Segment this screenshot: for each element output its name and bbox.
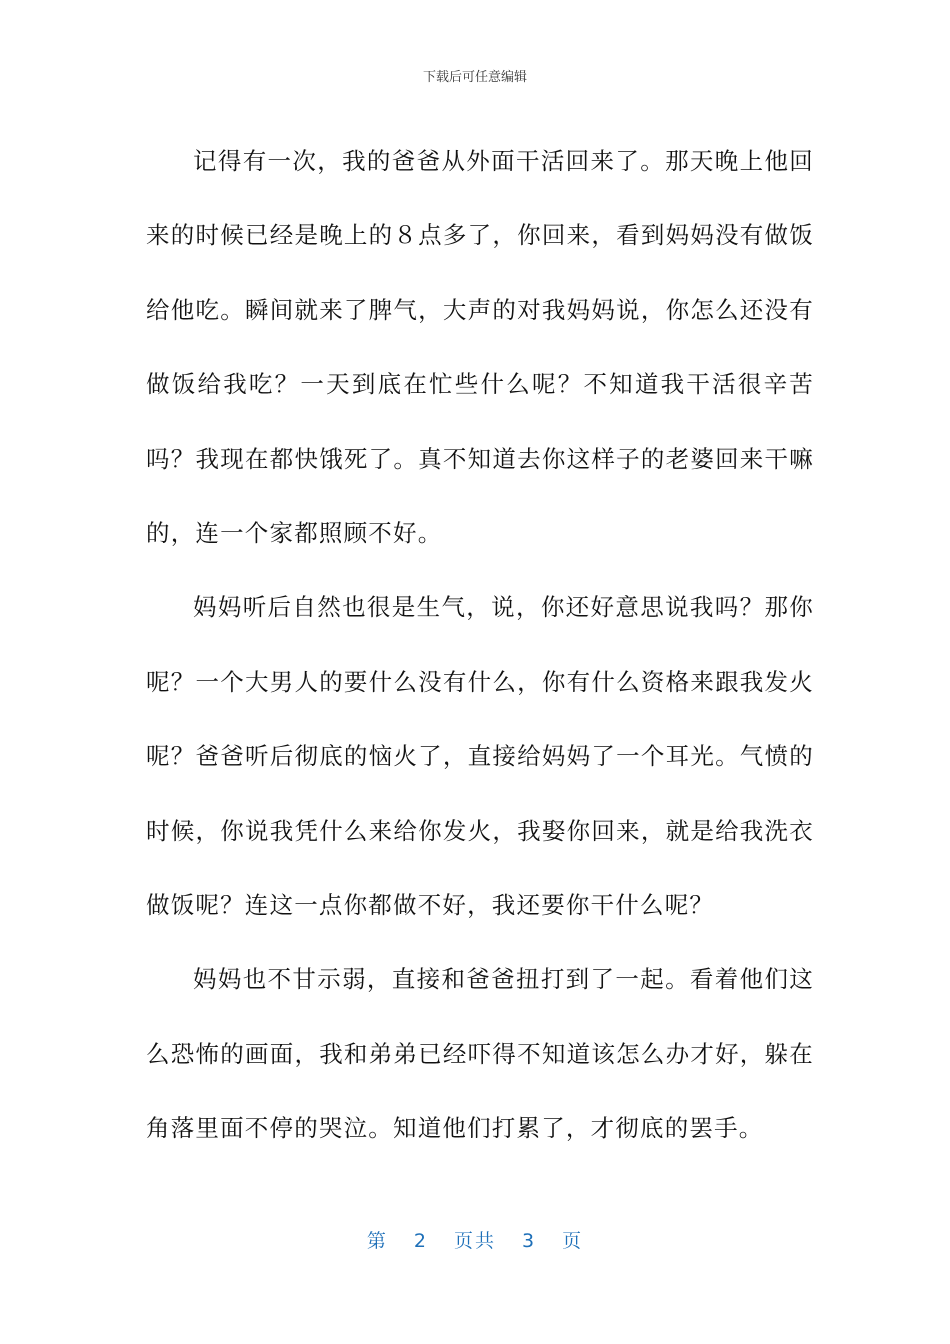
page-header-note: 下载后可任意编辑	[422, 70, 527, 85]
document-body	[146, 124, 814, 1166]
paragraph-3: 妈妈也不甘示弱，直接和爸爸扭打到了一起。看着他们这么恐怖的画面，我和弟弟已经吓得不知道该怎么办才好，躲在角落里面不停的哭泣。知道他们打累了，才彻底的罢手。	[146, 965, 814, 1143]
paragraph-2: 妈妈听后自然也很是生气，说，你还好意思说我吗？那你呢？一个大男人的要什么没有什么，你有什么资格来跟我发火呢？爸爸听后彻底的恼火了，直接给妈妈了一个耳光。气愤的时候，你说我凭什么来给你发火，我娶你回来，就是给我洗衣做饭呢？连这一点你都做不好，我还要你干什么呢？	[146, 593, 814, 920]
page-number-footer: 第 2 页共 3 页	[366, 1230, 584, 1252]
paragraph-1: 记得有一次，我的爸爸从外面干活回来了。那天晚上他回来的时候已经是晚上的８点多了，你回来，看到妈妈没有做饭给他吃。瞬间就来了脾气，大声的对我妈妈说，你怎么还没有做饭给我吃？一天到底在忙些什么呢？不知道我干活很辛苦吗？我现在都快饿死了。真不知道去你这样子的老婆回来干嘛的，连一个家都照顾不好。	[146, 147, 814, 548]
